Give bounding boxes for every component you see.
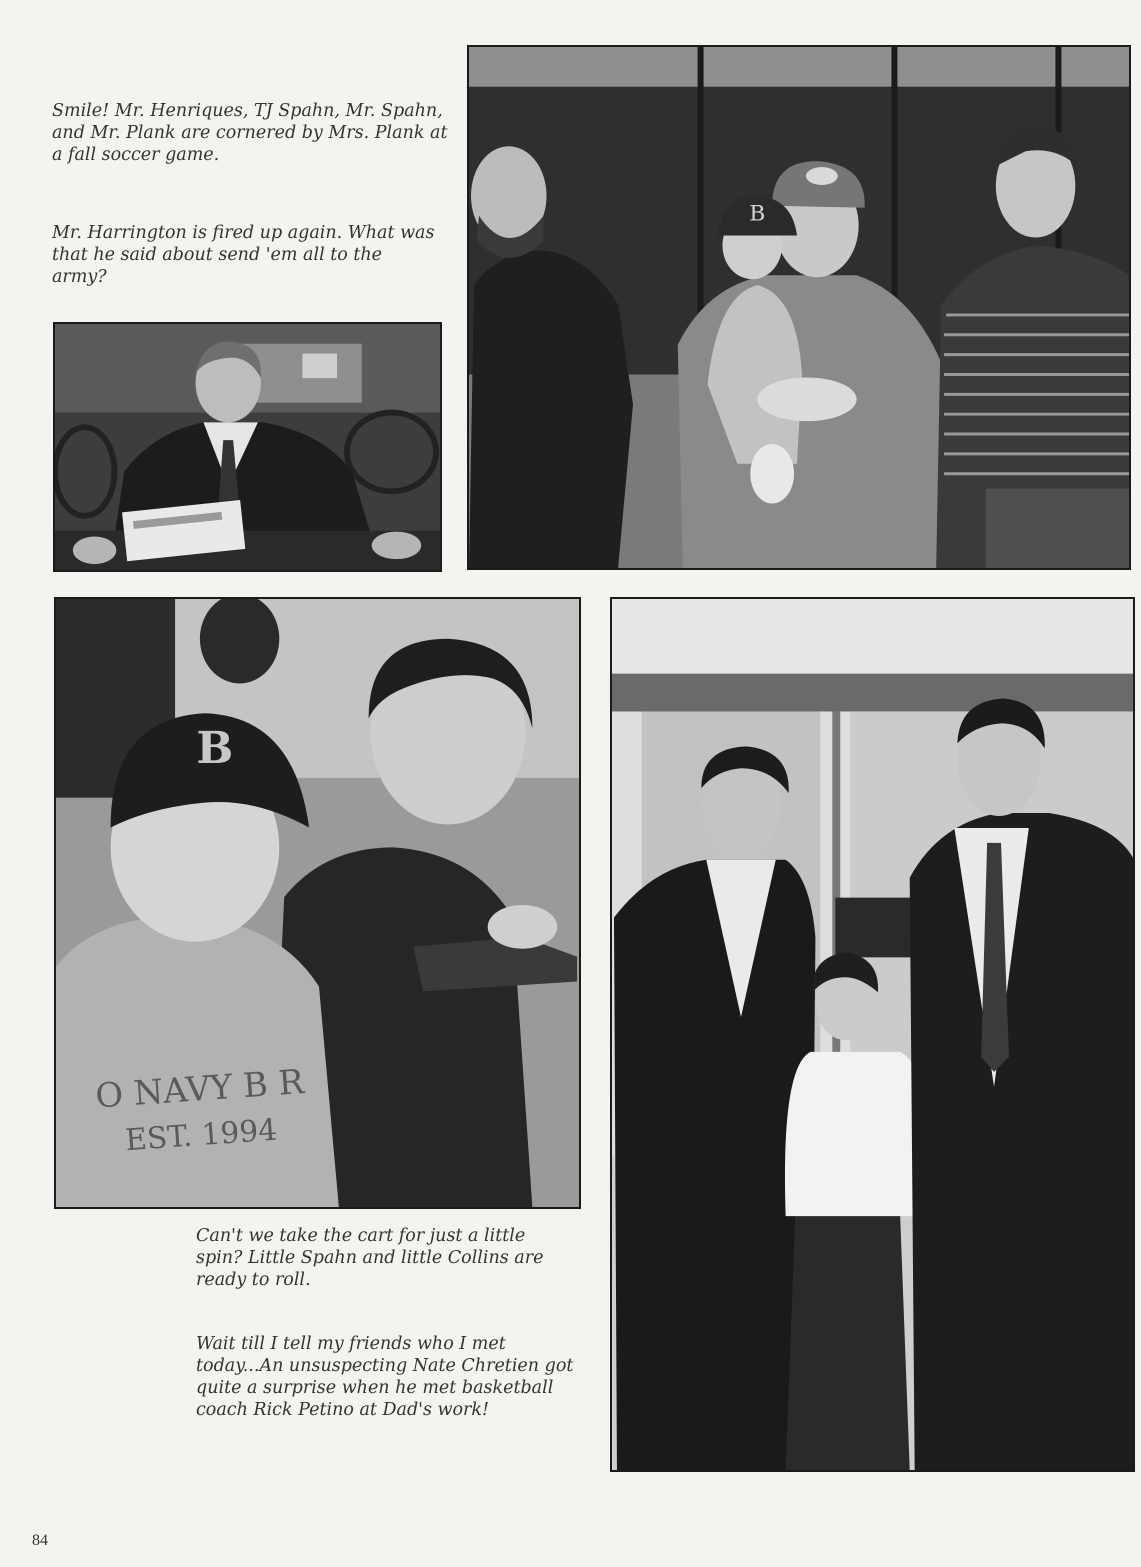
caption-cart-spin: Can't we take the cart for just a little spin? Little Spahn and little Collins are ready to roll. bbox=[196, 1226, 544, 1290]
page-number: 84 bbox=[32, 1532, 48, 1549]
shirt-print-line2: EST. 1994 bbox=[124, 1112, 279, 1159]
cap-logo-text-child: B bbox=[196, 722, 234, 774]
photo-harrington bbox=[53, 322, 442, 572]
caption-harrington: Mr. Harrington is fired up again. What was that he said about send 'em all to the army? bbox=[52, 223, 435, 287]
cap-logo-text: B bbox=[749, 201, 766, 227]
photo-petino bbox=[610, 597, 1135, 1472]
caption-petino: Wait till I tell my friends who I met today...An unsuspecting Nate Chretien got quite a surprise when he met basketball coach Rick Petino at Dad's work! bbox=[196, 1334, 574, 1420]
photo-soccer-group bbox=[467, 45, 1131, 570]
caption-spahn-plank: Smile! Mr. Henriques, TJ Spahn, Mr. Spahn, and Mr. Plank are cornered by Mrs. Plank at a fall soccer game. bbox=[52, 101, 448, 165]
shirt-print-line1: O NAVY B R bbox=[94, 1062, 306, 1116]
photo-children-cart bbox=[54, 597, 581, 1209]
